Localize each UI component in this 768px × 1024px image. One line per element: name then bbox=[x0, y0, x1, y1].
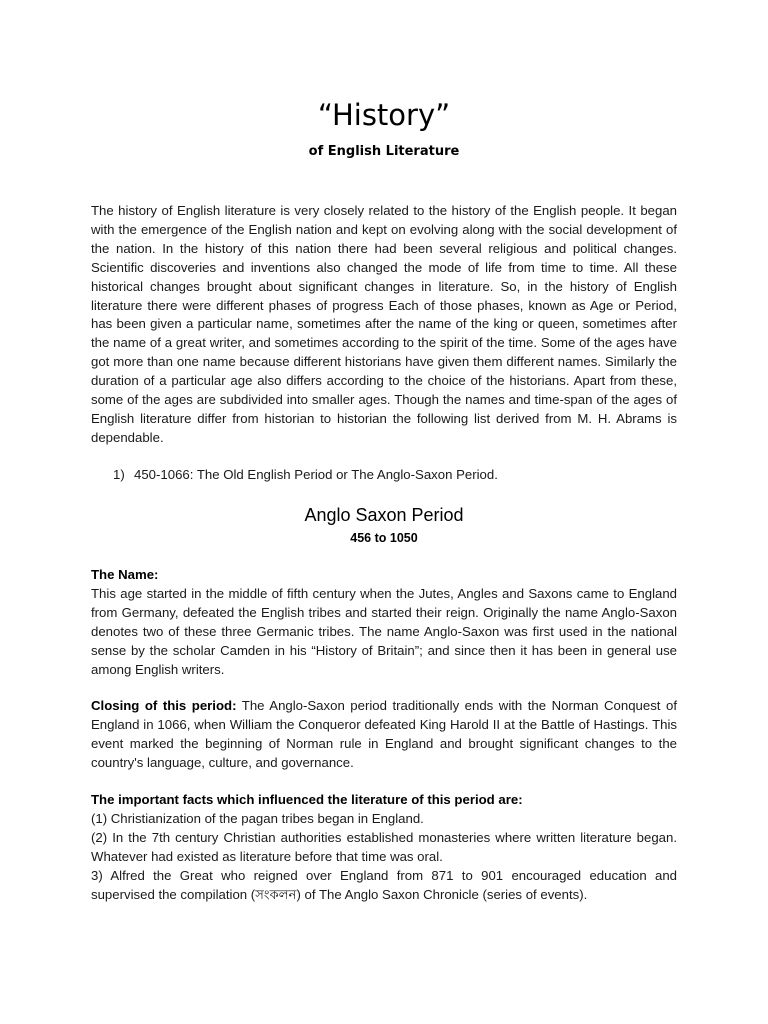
name-heading: The Name: bbox=[91, 567, 159, 582]
fact-item: 3) Alfred the Great who reigned over England from 871 to 901 encouraged education and supervised the compilation (সংকলন) of The Anglo Saxon Chronicle (series of events). bbox=[91, 867, 677, 902]
closing-paragraph: The Anglo-Saxon period traditionally ends with the Norman Conquest of England in 1066, when William the Conqueror defeated King Harold II at the Battle of Hastings. This event marked the beginning of Norman rule in England and brought significant changes to the country's language, culture, and governance. bbox=[91, 698, 677, 770]
fact-item: (2) In the 7th century Christian authorities established monasteries where written literature began. Whatever had existed as literature before that time was oral. bbox=[91, 829, 677, 864]
facts-section bbox=[91, 791, 677, 904]
facts-heading: The important facts which influenced the literature of this period are: bbox=[91, 792, 523, 807]
intro-paragraph: The history of English literature is very closely related to the history of the English people. It began with the emergence of the English nation and kept on evolving along with the social development of the nation. In the history of this nation there had been several religious and political changes. Scientific discoveries and inventions also changed the mode of life from time to time. All these historical changes brought about significant changes in literature. So, in the history of English literature there were different phases of progress Each of those phases, known as Age or Period, has been given a particular name, sometimes after the name of the king or queen, sometimes after the name of a great writer, and sometimes according to the spirit of the time. Some of the ages have got more than one name because different historians have given them different names. Similarly the duration of a particular age also differs according to the choice of the historians. Apart from these, some of the ages are subdivided into smaller ages. Though the names and time-span of the ages of English literature differ from historian to historian the following list derived from M. H. Abrams is dependable. bbox=[91, 203, 677, 445]
list-item-text: 450-1066: The Old English Period or The Anglo-Saxon Period. bbox=[134, 467, 498, 482]
fact-item: (1) Christianization of the pagan tribes began in England. bbox=[91, 810, 424, 826]
page-title: “History” bbox=[317, 98, 451, 132]
name-paragraph: This age started in the middle of fifth century when the Jutes, Angles and Saxons came to England from Germany, defeated the English tribes and started their reign. Originally the name Anglo-Saxon denotes two of these three Germanic tribes. The name Anglo-Saxon was first used in the national sense by the scholar Camden in his “History of Britain”; and since then it has been in general use among English writers. bbox=[91, 585, 677, 677]
section-title: Anglo Saxon Period bbox=[304, 505, 464, 525]
list-item bbox=[113, 465, 498, 484]
page-subtitle: of English Literature bbox=[308, 144, 460, 159]
closing-section bbox=[91, 697, 677, 773]
list-item-number: 1) bbox=[113, 467, 125, 482]
name-section bbox=[91, 566, 677, 679]
section-date-range: 456 to 1050 bbox=[350, 531, 418, 545]
closing-heading: Closing of this period: bbox=[91, 698, 237, 713]
